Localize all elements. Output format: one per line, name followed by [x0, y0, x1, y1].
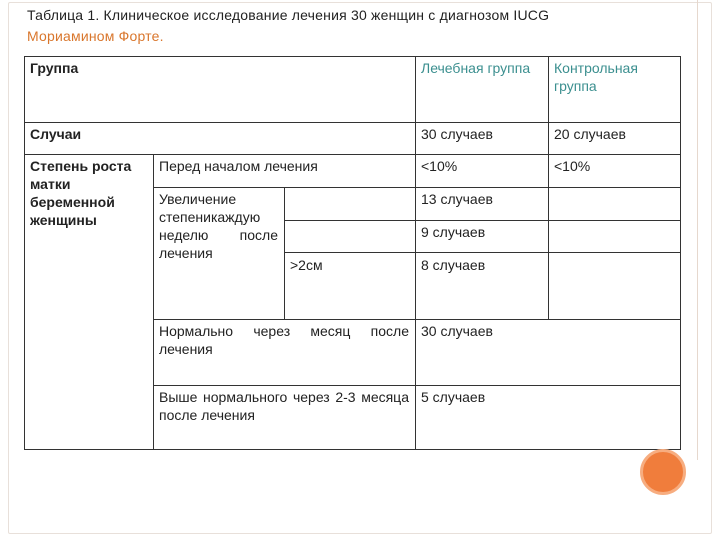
- header-treatment: Лечебная группа: [421, 60, 531, 76]
- increase-row-1: 13 случаев: [421, 191, 493, 207]
- caption-line-2: Мориамином Форте.: [27, 28, 164, 44]
- before-label: Перед началом лечения: [159, 158, 318, 174]
- normal-treatment: 30 случаев: [421, 323, 493, 339]
- before-control: <10%: [554, 158, 591, 174]
- decorative-rule: [697, 0, 698, 460]
- header-control: Контрольная группа: [554, 60, 638, 94]
- cases-control: 20 случаев: [554, 126, 626, 142]
- above-label: Выше нормального через 2-3 месяца после лечения: [159, 389, 409, 423]
- increase-row-2: 9 случаев: [421, 224, 486, 240]
- table-caption: [27, 5, 672, 47]
- growth-label: Степень роста матки беременной женщины: [30, 158, 132, 228]
- cases-treatment: 30 случаев: [421, 126, 493, 142]
- increase-label: Увеличение степеникаждую неделю после лечения: [159, 191, 278, 261]
- decorative-circle: [640, 449, 686, 495]
- normal-label: Нормально через месяц после лечения: [159, 323, 409, 357]
- before-treatment: <10%: [421, 158, 458, 174]
- header-group: Группа: [30, 60, 79, 76]
- increase-row-3: 8 случаев: [421, 257, 486, 273]
- caption-line-1: Таблица 1. Клиническое исследование лечения 30 женщин с диагнозом IUCG: [27, 7, 550, 23]
- above-treatment: 5 случаев: [421, 389, 486, 405]
- increase-sub-3: >2см: [290, 257, 323, 273]
- cases-label: Случаи: [30, 126, 82, 142]
